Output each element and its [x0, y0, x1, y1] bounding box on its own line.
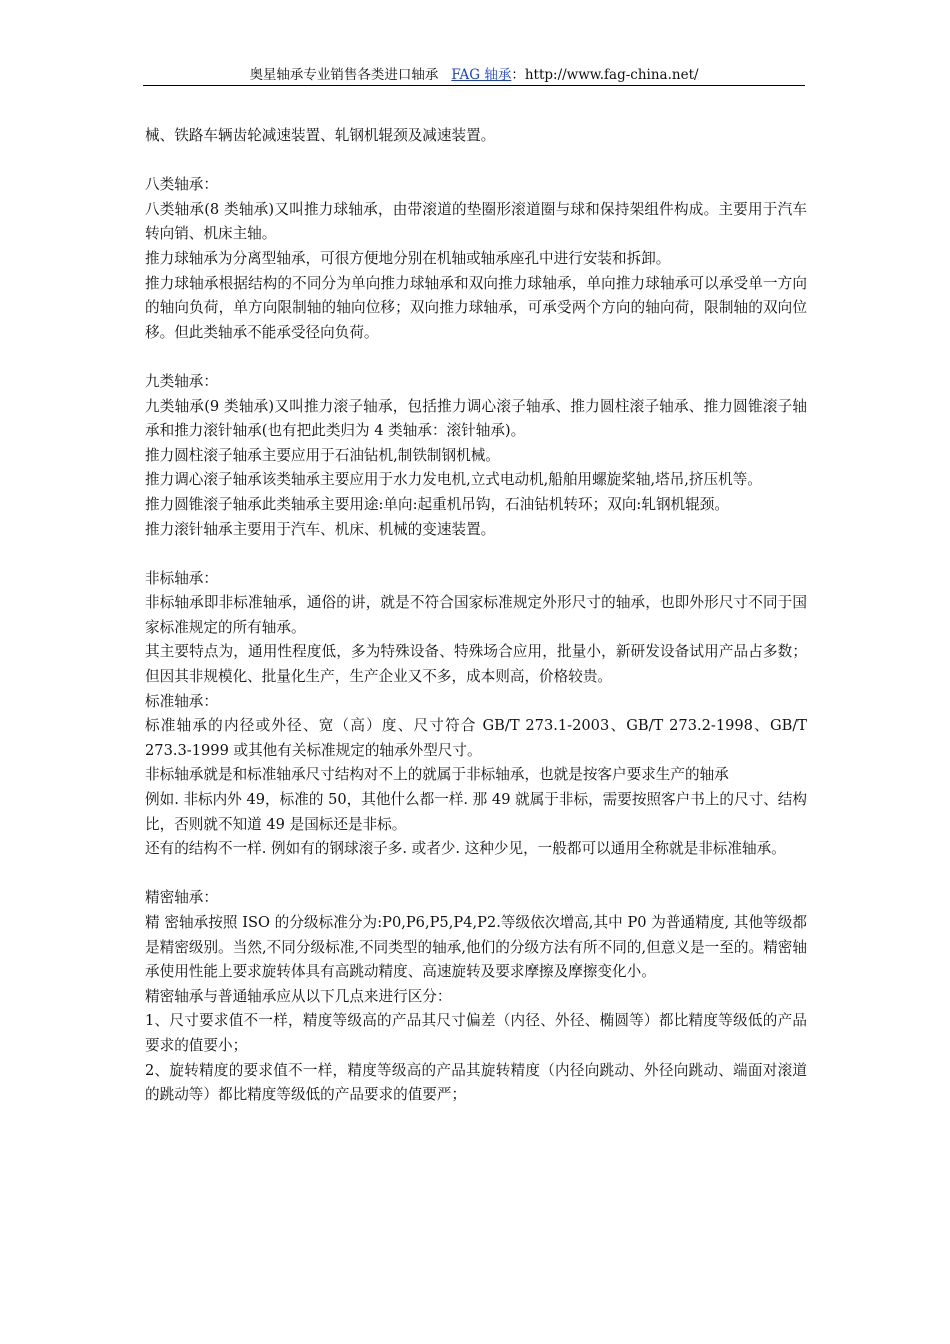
paragraph: 推力圆锥滚子轴承此类轴承主要用途:单向:起重机吊钩，石油钻机转环；双向:轧钢机辊颈。	[145, 495, 729, 513]
paragraph: 精密轴承：	[145, 889, 218, 907]
paragraph-spacer	[145, 542, 807, 567]
paragraph: 非标轴承即非标准轴承，通俗的讲，就是不符合国家标准规定外形尺寸的轴承，也即外形尺寸不同于国家标准规定的所有轴承。	[145, 594, 807, 636]
paragraph: 八类轴承：	[145, 176, 218, 194]
paragraph: 九类轴承(9 类轴承)又叫推力滚子轴承，包括推力调心滚子轴承、推力圆柱滚子轴承、推力圆锥滚子轴承和推力滚针轴承(也有把此类归为 4 类轴承：滚针轴承)。	[145, 397, 807, 440]
paragraph: 其主要特点为，通用性程度低，多为特殊设备、特殊场合应用，批量小，新研发设备试用产品占多数；但因其非规模化、批量化生产，生产企业又不多，成本则高，价格较贵。	[145, 643, 807, 686]
header-url: ：http://www.fag-china.net/	[511, 67, 699, 83]
paragraph: 2、旋转精度的要求值不一样，精度等级高的产品其旋转精度（内径向跳动、外径向跳动、端面对滚道的跳动等）都比精度等级低的产品要求的值要严；	[145, 1061, 807, 1104]
paragraph-spacer	[145, 862, 807, 887]
paragraph: 械、铁路车辆齿轮减速装置、轧钢机辊颈及减速装置。	[145, 127, 496, 144]
document-body	[145, 124, 807, 1108]
paragraph: 八类轴承(8 类轴承)又叫推力球轴承，由带滚道的垫圈形滚道圈与球和保持架组件构成。主要用于汽车转向销、机床主轴。	[145, 200, 807, 243]
paragraph: 标准轴承：	[145, 692, 218, 710]
paragraph: 非标轴承：	[145, 569, 218, 587]
paragraph: 例如. 非标内外 49，标准的 50，其他什么都一样. 那 49 就属于非标，需要按照客户书上的尺寸、结构比，否则就不知道 49 是国标还是非标。	[145, 791, 807, 833]
header-link[interactable]: FAG 轴承	[451, 67, 512, 83]
paragraph: 精密轴承与普通轴承应从以下几点来进行区分：	[145, 987, 452, 1005]
paragraph: 推力圆柱滚子轴承主要应用于石油钻机,制铁制钢机械。	[145, 446, 500, 464]
header-title: 奥星轴承专业销售各类进口轴承	[249, 67, 439, 83]
paragraph: 非标轴承就是和标准轴承尺寸结构对不上的就属于非标轴承，也就是按客户要求生产的轴承	[145, 766, 729, 784]
paragraph: 推力球轴承根据结构的不同分为单向推力球轴承和双向推力球轴承，单向推力球轴承可以承受单一方向的轴向负荷，单方向限制轴的轴向位移；双向推力球轴承，可承受两个方向的轴向荷，限制轴的双向位移。但此类轴承不能承受径向负荷。	[145, 274, 807, 341]
header-divider	[143, 85, 805, 86]
paragraph: 精 密轴承按照 ISO 的分级标准分为:P0,P6,P5,P4,P2.等级依次增高,其中 P0 为普通精度, 其他等级都是精密级别。当然,不同分级标准,不同类型的轴承,他们的分级方法有所不同的,但意义是一至的。精密轴承使用性能上要求旋转体具有高跳动精度、高速旋转及要求摩擦及摩擦变化小。	[145, 914, 807, 981]
paragraph: 1、尺寸要求值不一样，精度等级高的产品其尺寸偏差（内径、外径、椭圆等）都比精度等级低的产品要求的值要小；	[145, 1012, 807, 1054]
paragraph: 推力球轴承为分离型轴承，可很方便地分别在机轴或轴承座孔中进行安装和拆卸。	[145, 249, 671, 267]
paragraph: 推力滚针轴承主要用于汽车、机床、机械的变速装置。	[145, 520, 496, 538]
paragraph: 推力调心滚子轴承该类轴承主要应用于水力发电机,立式电动机,船舶用螺旋桨轴,塔吊,挤压机等。	[145, 471, 762, 489]
paragraph: 标准轴承的内径或外径、宽（高）度、尺寸符合 GB/T 273.1-2003、GB/T 273.2-1998、GB/T 273.3-1999 或其他有关标准规定的轴承外型尺寸。	[145, 717, 807, 759]
page-header	[143, 64, 805, 86]
paragraph: 还有的结构不一样. 例如有的钢球滚子多. 或者少. 这种少见，一般都可以通用全称就是非标准轴承。	[145, 840, 786, 858]
paragraph: 九类轴承：	[145, 372, 218, 390]
paragraph-spacer	[145, 345, 807, 370]
paragraph-spacer	[145, 149, 807, 174]
